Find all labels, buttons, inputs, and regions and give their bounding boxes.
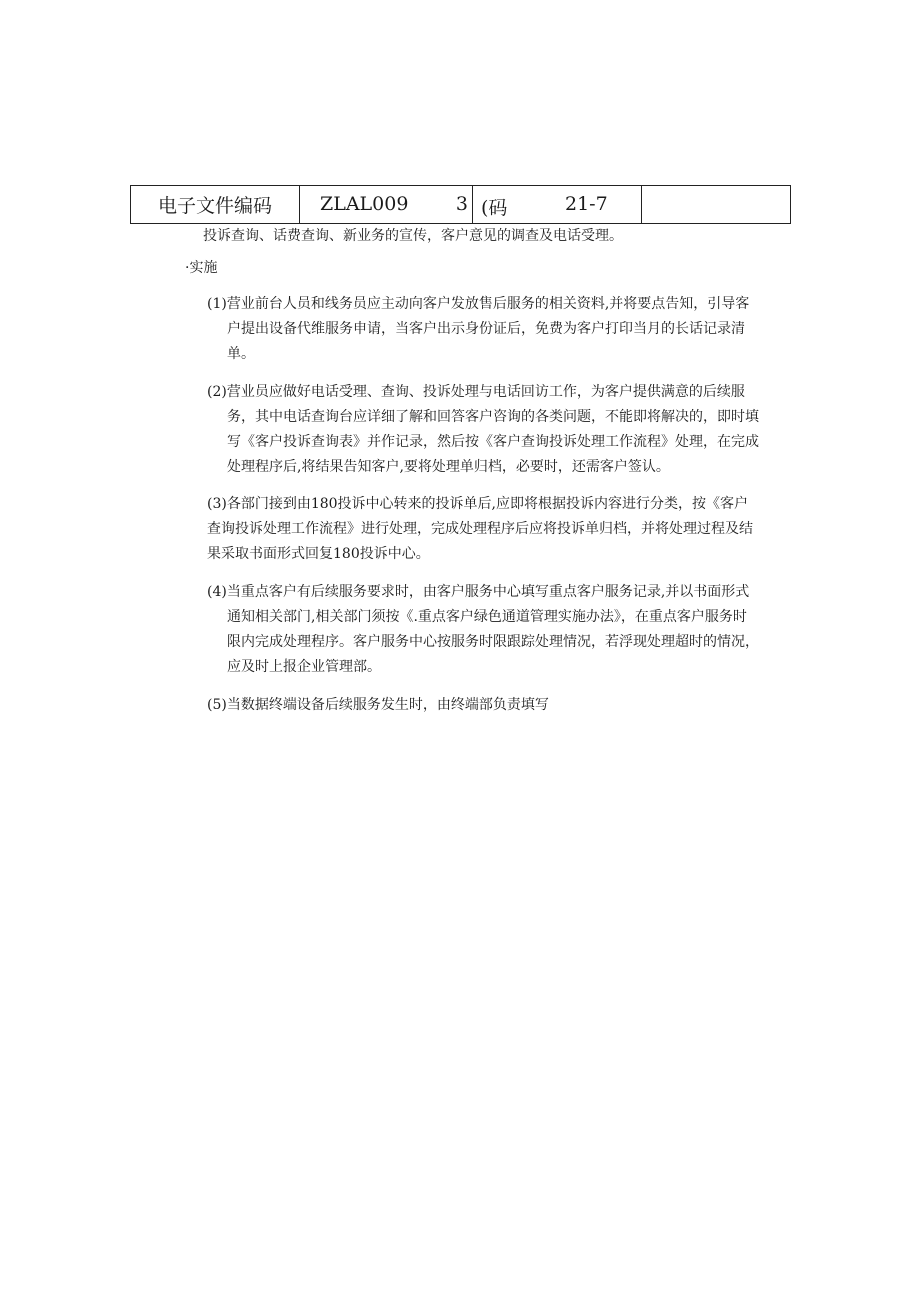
file-code-suffix: 3 (455, 193, 468, 215)
list-item-line: 处理程序后,将结果告知客户,要将处理单归档，必要时，还需客户签认。 (227, 459, 670, 475)
list-item-line: 应及时上报企业管理部。 (227, 659, 381, 675)
file-code-label: 电子文件编码 (131, 186, 300, 224)
file-code-cell (300, 186, 473, 224)
header-row (131, 186, 791, 224)
document-header-table (130, 185, 791, 224)
file-code-value: ZLAL009 (320, 193, 409, 215)
intro-paragraph: 投诉查询、话费查询、新业务的宣传，客户意见的调查及电话受理。 (203, 228, 623, 244)
page-cell (473, 186, 642, 224)
list-item-line: 限内完成处理程序。客户服务中心按服务时限跟踪处理情况，若浮现处理超时的情况， (227, 634, 759, 650)
list-item-line: 户提出设备代维服务申请，当客户出示身份证后，免费为客户打印当月的长话记录清 (227, 321, 745, 337)
list-item-line: (1)营业前台人员和线务员应主动向客户发放售后服务的相关资料,并将要点告知，引导客 (207, 296, 750, 312)
list-item-line: (5)当数据终端设备后续服务发生时，由终端部负责填写 (207, 697, 549, 713)
list-item-line: 通知相关部门,相关部门须按《.重点客户绿色通道管理实施办法》，在重点客户服务时 (227, 609, 747, 625)
list-item-line: 果采取书面形式回复180投诉中心。 (207, 546, 430, 562)
list-item-line: 务，其中电话查询台应详细了解和回答客户咨询的各类问题，不能即将解决的，即时填 (227, 409, 759, 425)
list-item-line: (2)营业员应做好电话受理、查询、投诉处理与电话回访工作，为客户提供满意的后续服 (207, 384, 745, 400)
list-item-line: 查询投诉处理工作流程》进行处理，完成处理程序后应将投诉单归档，并将处理过程及结 (207, 521, 753, 537)
list-item-line: (3)各部门接到由180投诉中心转来的投诉单后,应即将根据投诉内容进行分类，按《客户 (207, 496, 749, 512)
page-value: 21-7 (565, 193, 608, 215)
list-item-line: 单。 (227, 346, 255, 362)
section-heading: ·实施 (185, 260, 218, 276)
list-item-line: 写《客户投诉查询表》并作记录，然后按《客户查询投诉处理工作流程》处理，在完成 (227, 434, 759, 450)
page-label: (码 (481, 197, 508, 219)
list-item-line: (4)当重点客户有后续服务要求时，由客户服务中心填写重点客户服务记录,并以书面形式 (207, 584, 750, 600)
header-empty-cell (642, 186, 791, 224)
